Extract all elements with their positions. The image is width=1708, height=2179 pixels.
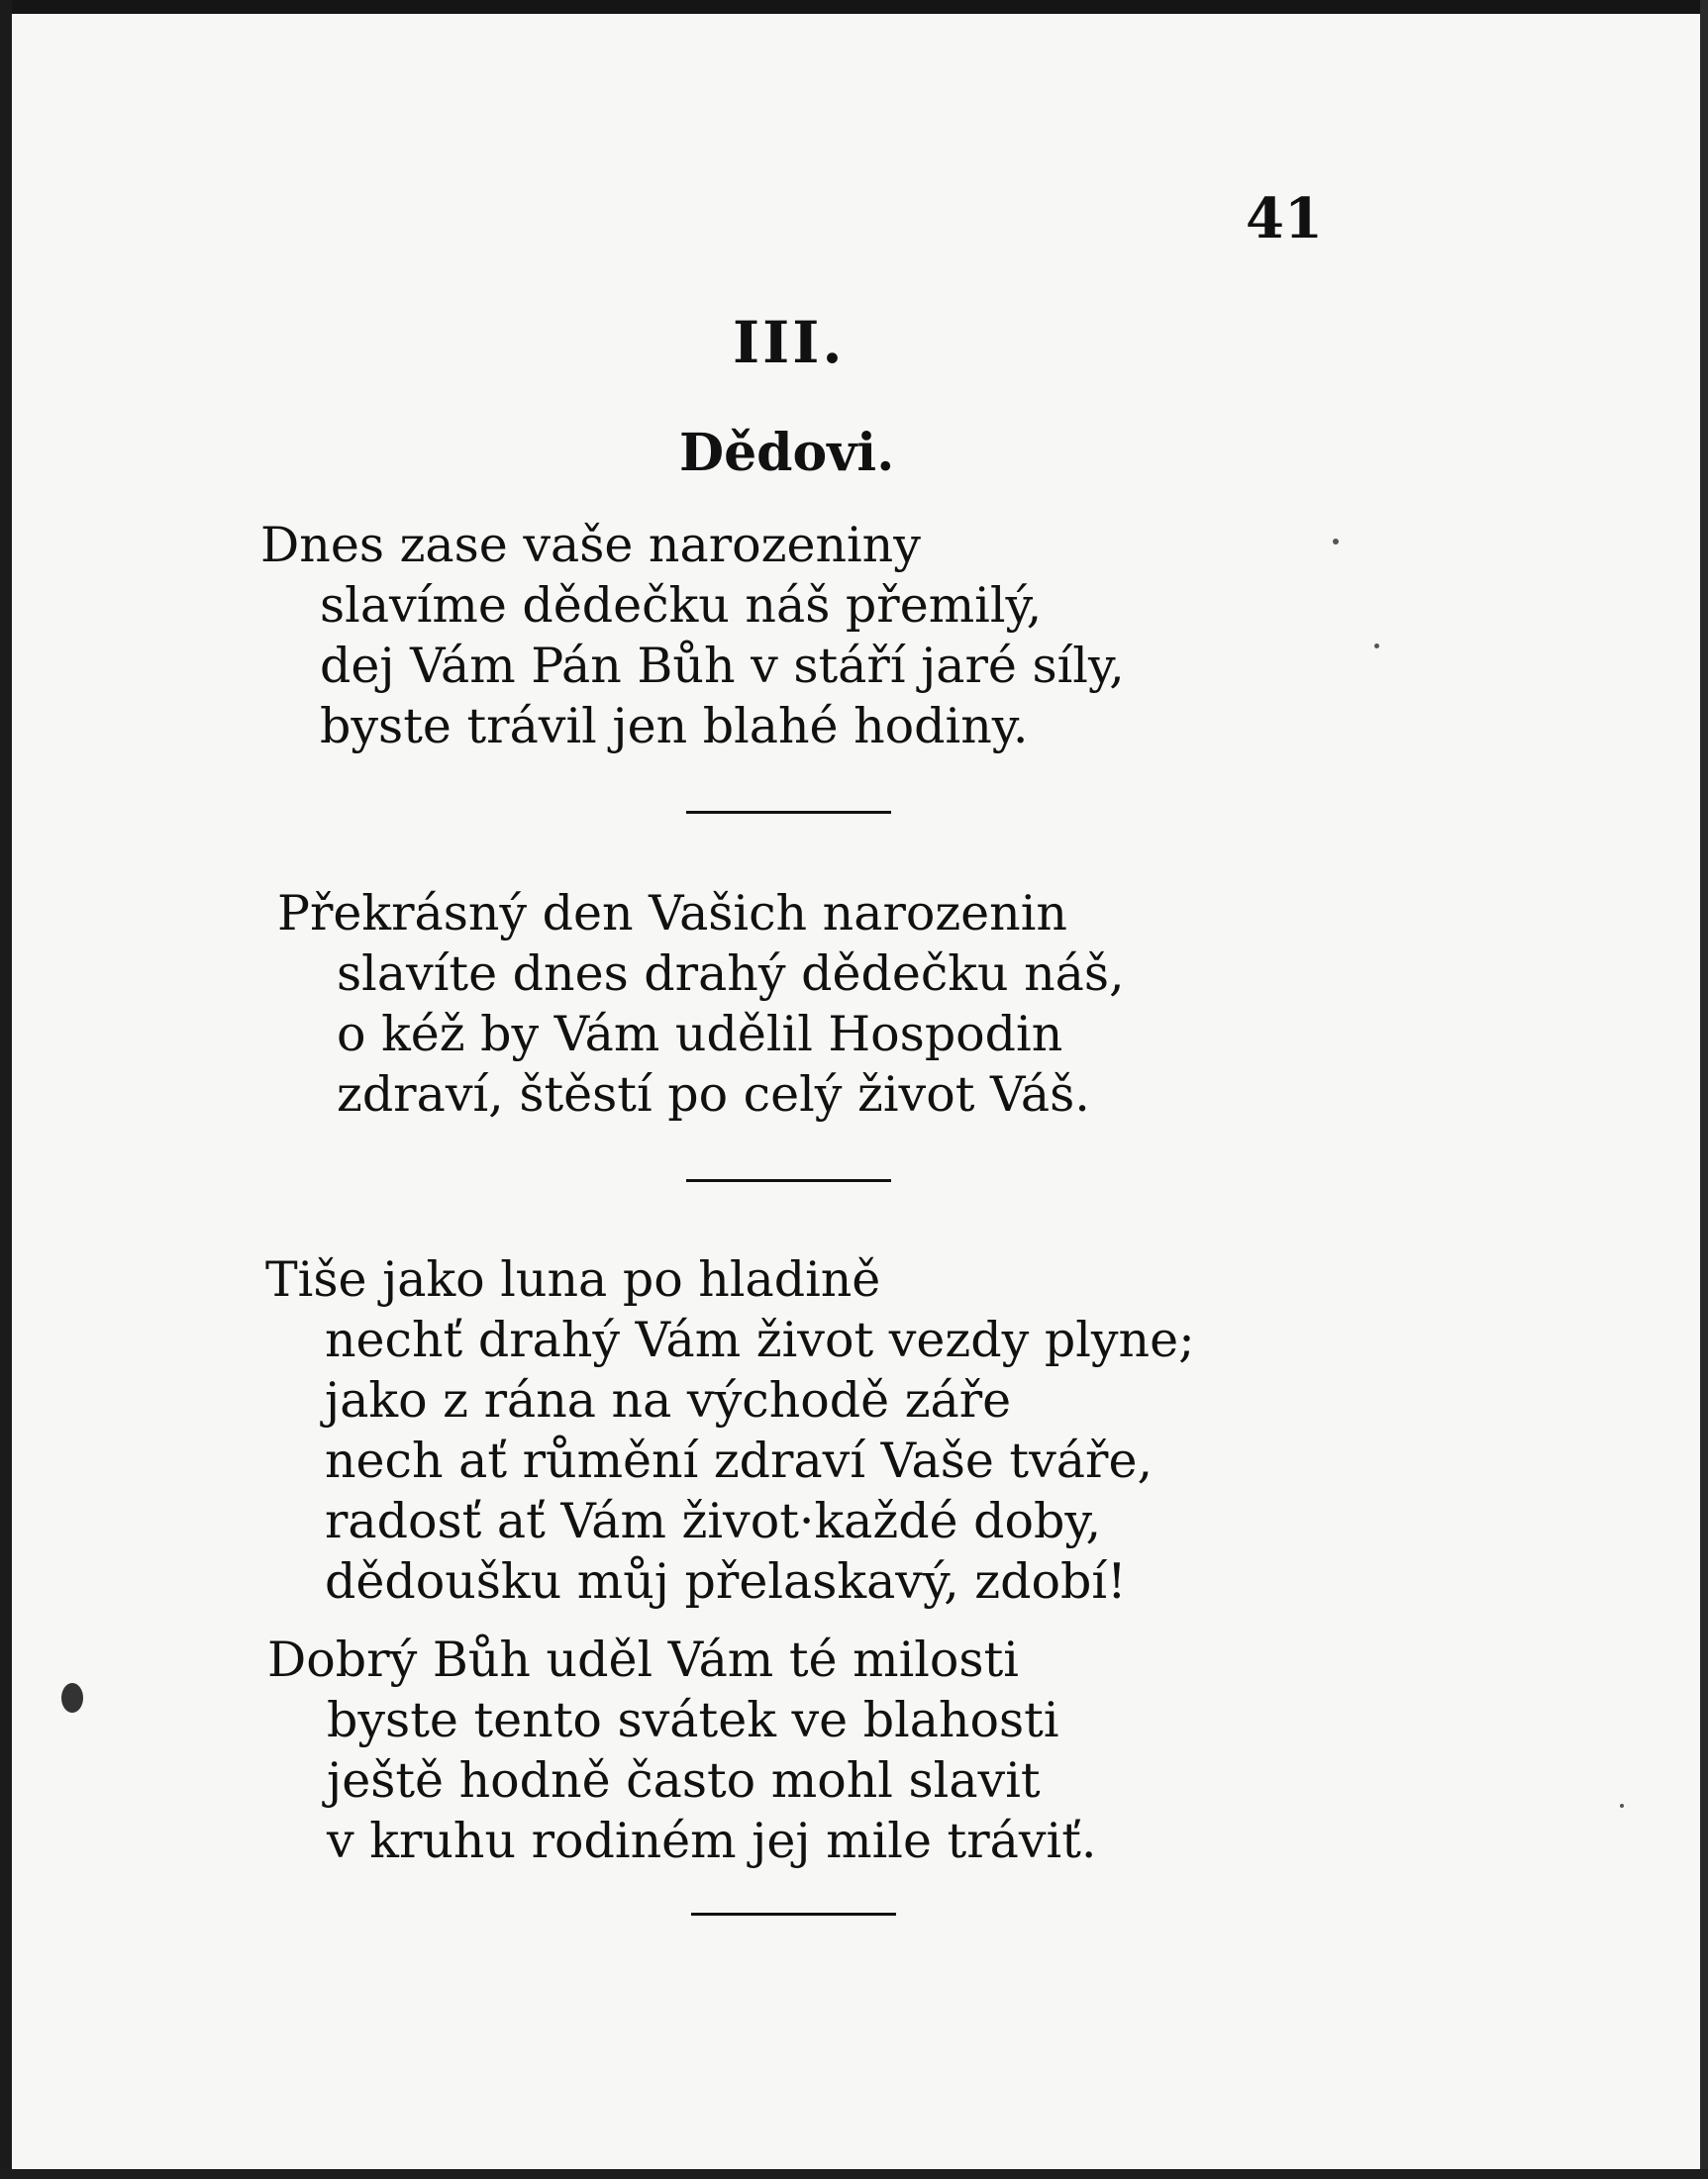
verse-line: nechť drahý Vám život vezdy plyne; [325,1312,1195,1368]
poem-title: Dědovi. [679,423,895,483]
verse-line: byste trávil jen blahé hodiny. [320,698,1029,754]
verse-line: zdraví, štěstí po celý život Váš. [337,1066,1090,1123]
scan-speck [1620,1804,1624,1808]
verse-line: dej Vám Pán Bůh v stáří jaré síly, [320,638,1125,694]
verse-line: jako z rána na východě záře [325,1372,1012,1429]
section-divider [686,811,891,814]
verse-line: ještě hodně často mohl slavit [327,1752,1041,1809]
scan-speck [1333,539,1339,545]
verse-line: v kruhu rodiném jej mile tráviť. [327,1813,1097,1869]
verse-line: slavíme dědečku náš přemilý, [320,577,1043,634]
verse-line: radosť ať Vám život·každé doby, [325,1493,1102,1549]
verse-line: Tiše jako luna po hladině [265,1251,881,1308]
verse-line: byste tento svátek ve blahosti [327,1692,1059,1748]
section-divider [686,1179,891,1182]
verse-line: slavíte dnes drahý dědečku náš, [337,945,1125,1002]
stanza-3 [265,1249,1195,1612]
scan-speck [1374,644,1379,648]
scan-border-left [0,0,12,2179]
verse-line: nech ať růmění zdraví Vaše tváře, [325,1433,1154,1489]
scan-border-bottom [0,2169,1708,2179]
stanza-2 [277,883,1125,1125]
scan-border-top [0,0,1708,14]
verse-line: Překrásný den Vašich narozenin [277,885,1067,941]
page-number: 41 [1246,186,1323,251]
verse-line: o kéž by Vám udělil Hospodin [337,1006,1063,1062]
scan-border-right [1700,0,1708,2179]
verse-line: dědoušku můj přelaskavý, zdobí! [325,1553,1127,1610]
verse-line: Dnes zase vaše narozeniny [260,517,921,573]
verse-line: Dobrý Bůh uděl Vám té milosti [267,1632,1019,1688]
section-number: III. [733,309,846,376]
stanza-1 [260,515,1125,756]
stanza-4 [267,1630,1096,1871]
scan-blot [61,1683,83,1713]
section-divider [691,1913,896,1916]
